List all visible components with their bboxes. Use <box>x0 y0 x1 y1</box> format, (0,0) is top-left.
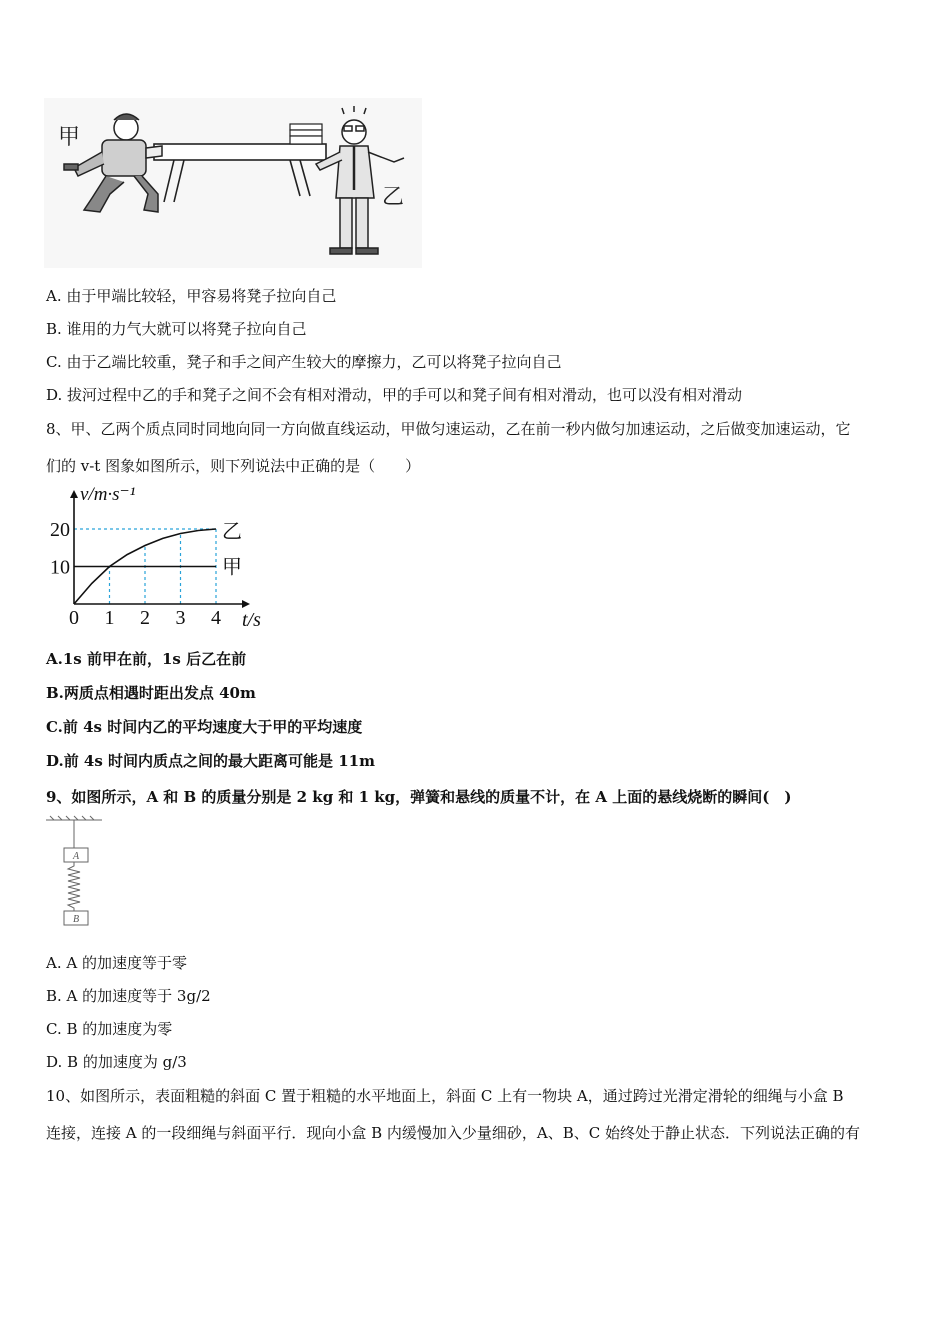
series-jia-label: 甲 <box>222 556 242 579</box>
q10-stem-line1: 10、如图所示，表面粗糙的斜面 C 置于粗糙的水平地面上，斜面 C 上有一物块 A，通过跨过光滑定滑轮的细绳与小盒 B <box>46 1087 844 1105</box>
vt-chart-svg <box>40 482 280 634</box>
x-tick-label-1: 1 <box>104 607 115 629</box>
tug-of-war-illustration <box>44 98 422 268</box>
q8-option-d: D.前 4s 时间内质点之间的最大距离可能是 11m <box>46 752 375 770</box>
spring-figure <box>44 814 104 930</box>
q8-stem-line2: 们的 v-t 图象如图所示，则下列说法中正确的是（ ） <box>46 457 421 475</box>
q8-option-b: B.两质点相遇时距出发点 40m <box>46 684 256 702</box>
label-jia: 甲 <box>58 124 81 149</box>
series-yi-label: 乙 <box>222 521 242 543</box>
label-yi: 乙 <box>382 184 405 209</box>
y-axis-arrow <box>70 490 78 498</box>
x-axis-arrow <box>242 600 250 608</box>
y-tick-label-10: 10 <box>50 556 70 579</box>
vt-chart <box>40 482 280 634</box>
x-tick-label-4: 4 <box>211 607 221 629</box>
x-tick-label-2: 2 <box>140 607 150 629</box>
books-stack <box>290 124 322 144</box>
q10-stem-line2: 连接，连接 A 的一段细绳与斜面平行．现向小盒 B 内缓慢加入少量细砂，A、B、C 始终处于静止状态．下列说法正确的有 <box>46 1124 861 1142</box>
q8-option-c: C.前 4s 时间内乙的平均速度大于甲的平均速度 <box>46 718 363 736</box>
q9-option-b: B. A 的加速度等于 3g/2 <box>46 987 211 1005</box>
q8-stem-line1: 8、甲、乙两个质点同时同地向同一方向做直线运动，甲做匀速运动，乙在前一秒内做匀加速运动，之后做变加速运动，它 <box>46 420 851 438</box>
q9-option-c: C. B 的加速度为零 <box>46 1020 173 1038</box>
y-axis-label: v/m·s⁻¹ <box>80 484 136 505</box>
q9-option-d: D. B 的加速度为 g/3 <box>46 1053 187 1071</box>
x-tick-label-3: 3 <box>175 607 186 629</box>
q7-option-d: D. 拔河过程中乙的手和凳子之间不会有相对滑动，甲的手可以和凳子间有相对滑动，也可以没有相对滑动 <box>46 386 743 404</box>
q7-option-b: B. 谁用的力气大就可以将凳子拉向自己 <box>46 320 307 338</box>
block-a-label: A <box>72 851 80 862</box>
q7-option-a: A. 由于甲端比较轻，甲容易将凳子拉向自己 <box>46 287 337 305</box>
y-tick-label-20: 20 <box>50 519 70 541</box>
q8-option-a: A.1s 前甲在前，1s 后乙在前 <box>46 650 247 668</box>
block-b-label: B <box>72 914 80 925</box>
x-tick-label-0: 0 <box>69 607 79 629</box>
q9-stem: 9、如图所示，A 和 B 的质量分别是 2 kg 和 1 kg，弹簧和悬线的质量不计，在 A 上面的悬线烧断的瞬间( ) <box>46 788 792 806</box>
spring <box>68 862 80 911</box>
tug-of-war-figure <box>44 98 422 268</box>
spring-illustration <box>44 814 104 930</box>
q7-option-c: C. 由于乙端比较重，凳子和手之间产生较大的摩擦力，乙可以将凳子拉向自己 <box>46 353 562 371</box>
x-axis-label: t/s <box>242 609 261 631</box>
q9-option-a: A. A 的加速度等于零 <box>46 954 187 972</box>
